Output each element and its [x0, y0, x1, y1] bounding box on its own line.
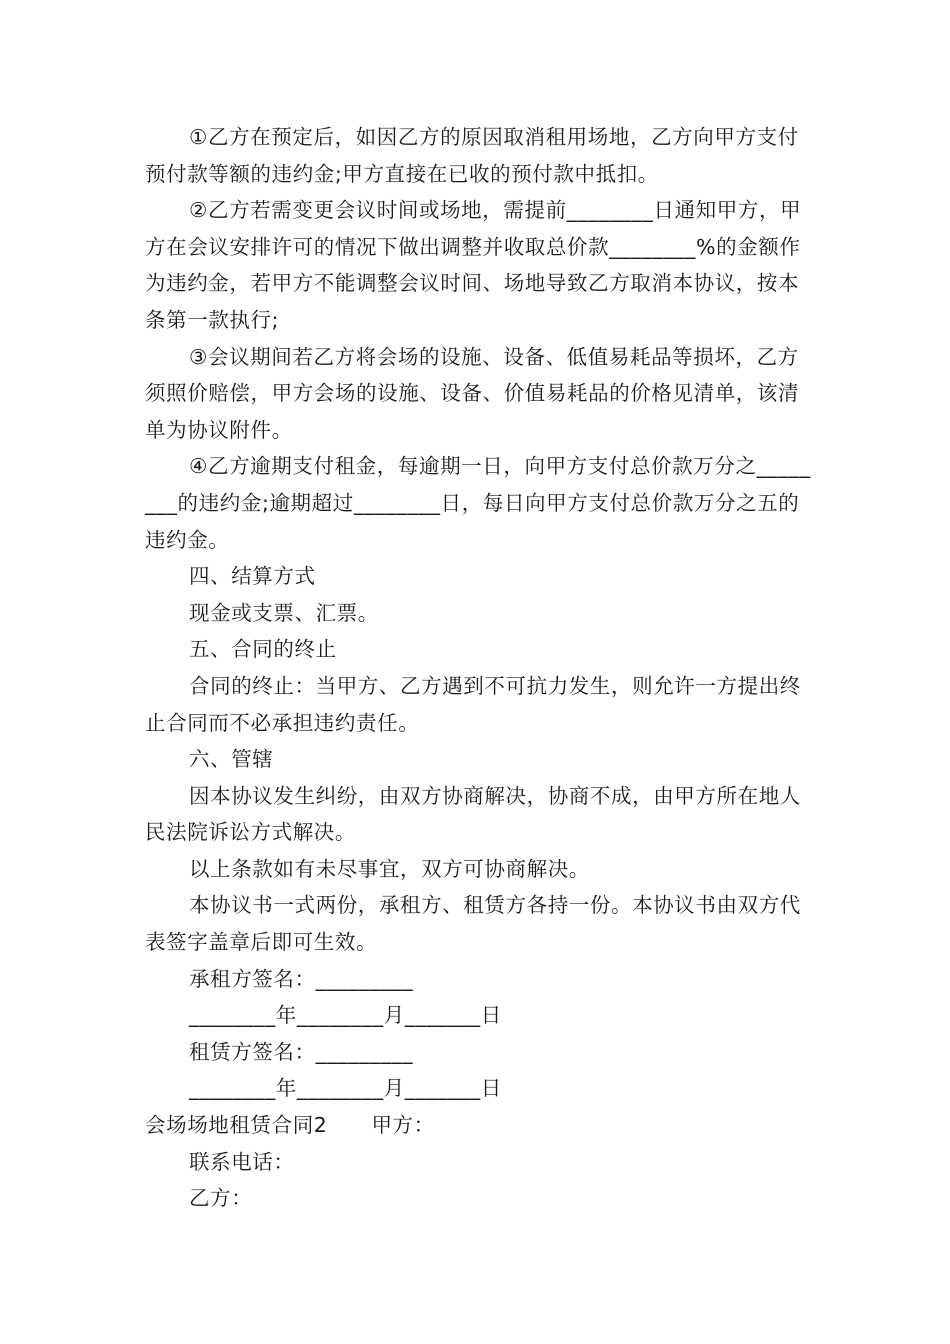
contract2-title-line: [145, 1107, 815, 1144]
copies-text: 本协议书一式两份，承租方、租赁方各持一份。本协议书由双方代表签字盖章后即可生效。: [145, 893, 801, 955]
section-heading-settlement: 四、结算方式: [189, 564, 316, 589]
lessee-signature: 承租方签名：_________: [189, 966, 414, 991]
clause-1: ①乙方在预定后，如因乙方的原因取消租用场地，乙方向甲方支付预付款等额的违约金;甲方直接在已收的预付款中抵扣。: [145, 125, 799, 186]
termination-text: 合同的终止：当甲方、乙方遇到不可抗力发生，则允许一方提出终止合同而不必承担违约责任。: [145, 673, 801, 735]
supplementary-text: 以上条款如有未尽事宜，双方可协商解决。: [189, 856, 590, 881]
clause-2: ②乙方若需变更会议时间或场地，需提前________日通知甲方，甲方在会议安排许可的情况下做出调整并收取总价款________%的金额作为违约金，若甲方不能调整会议时间、场地导致乙方取消本协议，按本条第一款执行;: [145, 198, 802, 332]
jurisdiction-text: 因本协议发生纠纷，由双方协商解决，协商不成，由甲方所在地人民法院诉讼方式解决。: [145, 783, 801, 845]
settlement-text: 现金或支票、汇票。: [189, 600, 379, 625]
lessee-date: ________年________月_______日: [189, 1003, 502, 1028]
section-heading-termination: 五、合同的终止: [189, 637, 337, 662]
contract2-party-a: 甲方：: [371, 1113, 435, 1138]
contract2-party-b: 乙方：: [189, 1186, 253, 1211]
lessor-signature: 租赁方签名：_________: [189, 1039, 414, 1064]
contract2-phone: 联系电话：: [189, 1149, 295, 1174]
clause-3: ③会议期间若乙方将会场的设施、设备、低值易耗品等损坏，乙方须照价赔偿，甲方会场的设施、设备、价值易耗品的价格见清单，该清单为协议附件。: [145, 344, 800, 442]
contract2-title: 会场场地租赁合同2: [145, 1113, 328, 1138]
section-heading-jurisdiction: 六、管辖: [189, 747, 274, 772]
lessor-date: ________年________月_______日: [189, 1076, 502, 1101]
document-page: [145, 119, 815, 1217]
clause-4: ④乙方逾期支付租金，每逾期一日，向甲方支付总价款万分之________的违约金;逾期超过________日，每日向甲方支付总价款万分之五的违约金。: [145, 454, 811, 552]
